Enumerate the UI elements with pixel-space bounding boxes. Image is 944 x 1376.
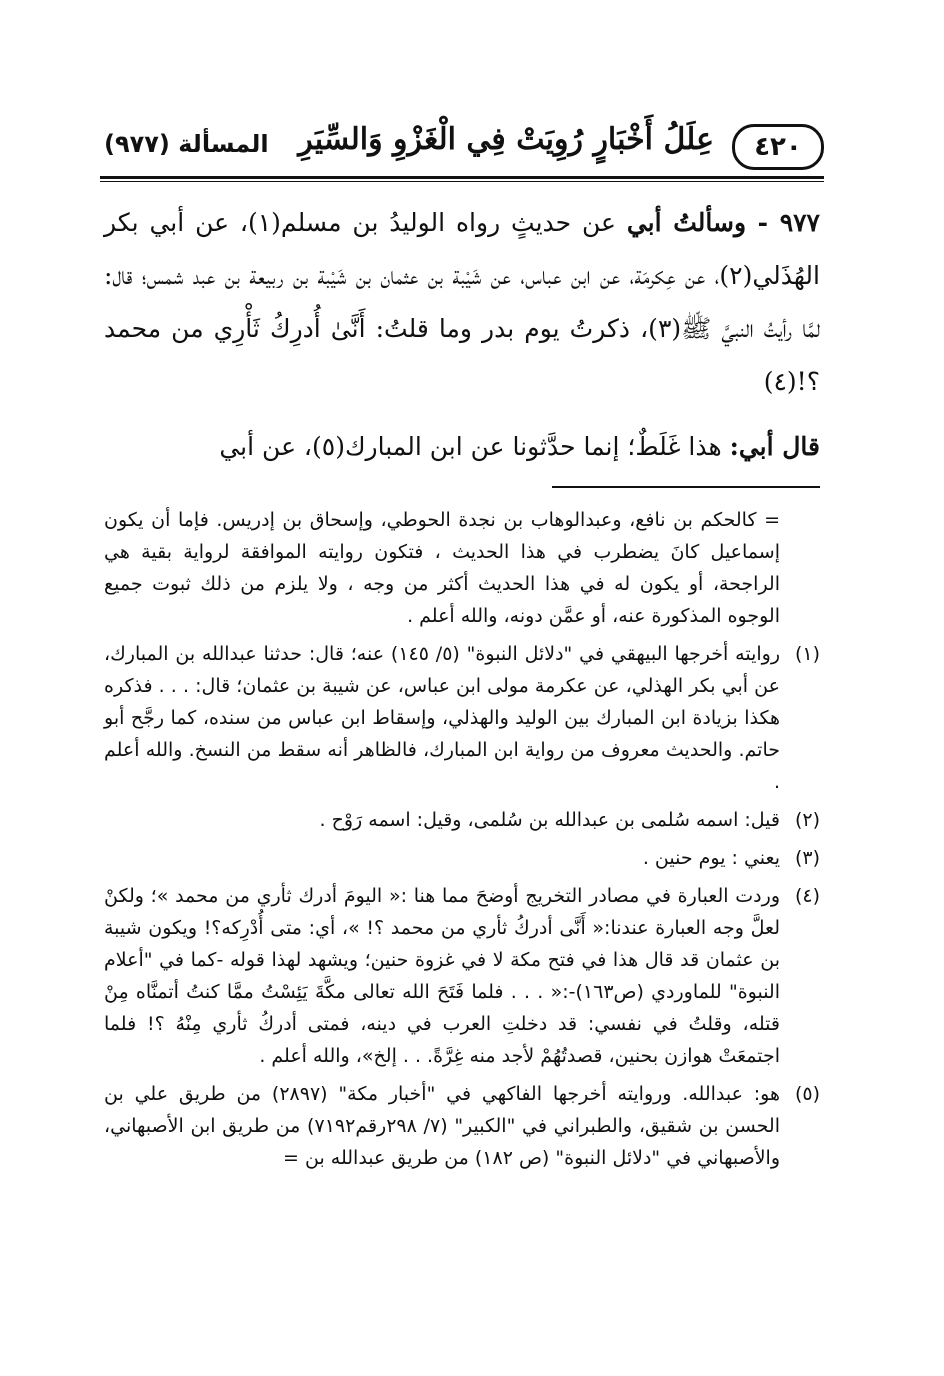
footnotes <box>104 504 820 1180</box>
footnote-number: (٤) <box>794 885 820 907</box>
answer-lead: قال أبي: <box>729 432 820 461</box>
footnote-1 <box>104 638 820 798</box>
footnote-2 <box>104 804 820 836</box>
footnote-continuation: = كالحكم بن نافع، وعبدالوهاب بن نجدة الحوطي، وإسحاق بن إدريس. فإما أن يكون إسماعيل كانَ يضطرب في هذا الحديث ، فتكون روايته الموافقة لرواية بقية هي الراجحة، أو يكون له في هذا الحديث أكثر من وجه ، ولا يلزم من ذلك ثبوت جميع الوجوه المذكورة عنه، أو عمَّن دونه، والله أعلم . <box>104 509 780 627</box>
footnote-text: هو: عبدالله. وروايته أخرجها الفاكهي في "أخبار مكة" (٢٨٩٧) من طريق علي بن الحسن بن شقيق، والطبراني في "الكبير" (٧/ ٢٩٨رقم٧١٩٢) من طريق ابن الأصبهاني، والأصبهاني في "دلائل النبوة" (ص ١٨٢) من طريق عبدالله بن = <box>104 1083 780 1169</box>
main-paragraph-1 <box>104 196 820 408</box>
main-paragraph-2 <box>104 420 820 473</box>
footnote-text: يعني : يوم حنين . <box>642 847 780 869</box>
page-number: ٤٢٠ <box>732 124 824 170</box>
footnote-number: (٣) <box>794 847 820 869</box>
main-text <box>104 196 820 473</box>
footnote-number: (٥) <box>794 1083 820 1105</box>
header-rule-thin <box>100 181 824 182</box>
header-rule <box>100 176 824 179</box>
footnote-text: روايته أخرجها البيهقي في "دلائل النبوة" (٥/ ١٤٥) عنه؛ قال: حدثنا عبدالله بن المبارك، عن أبي بكر الهذلي، عن عكرمة مولى ابن عباس، عن شيبة بن عثمان؛ قال: . . . فذكره هكذا بزيادة ابن المبارك بين الوليد والهذلي، وإسقاط ابن عباس من سنده، كما رجَّح أبو حاتم. والحديث معروف من رواية ابن المبارك، فالظاهر أنه سقط من النسخ. والله أعلم . <box>104 643 780 793</box>
footnote-number: (٢) <box>794 809 820 831</box>
footnote-3 <box>104 842 820 874</box>
issue-label: المسألة (٩٧٧) <box>104 130 269 158</box>
running-title: عِلَلُ أَخْبَارٍ رُوِيَتْ فِي الْغَزْوِ وَالسِّيَرِ <box>298 122 714 157</box>
footnote-4 <box>104 880 820 1072</box>
footnote-text: وردت العبارة في مصادر التخريج أوضحَ مما هنا :« اليومَ أدرك ثأري من محمد »؛ ولكنْ لعلَّ وجه العبارة عندنا:« أَنَّى أدركُ ثأري من محمد ؟! »، أي: متى أُدْرِكه؟! ويكون شيبة بن عثمان قد قال هذا في فتح مكة لا في غزوة حنين؛ ويشهد لهذا قوله -كما في "أعلام النبوة" للماوردي (ص١٦٣)-:« . . . فلما فَتَحَ الله تعالى مكَّةَ يَئِسْتُ ممَّا كنتُ أتمنَّاه مِنْ قتله، وقلتُ في نفسي: قد دخلتِ العرب في دينه، فمتى أدركُ ثأري مِنْهُ ؟! فلما اجتمعَتْ هوازن بحنين، قصدتُهُمْ لأجد منه غِرَّةً. . . إلخ»، والله أعلم . <box>104 885 781 1067</box>
footnote-number: (١) <box>794 643 820 665</box>
answer-text: هذا غَلَطٌ؛ إنما حدَّثونا عن ابن المبارك(٥)، عن أبي <box>219 432 730 461</box>
page-header <box>100 118 824 176</box>
question-text: عن حديثٍ رواه الوليدُ بن مسلم(١)، عن أبي بكر الهُذَلي(٢)، عن عِكرمَة، عن ابن عباس، عن شَيْبة بن عثمان بن شَيْبة بن ربيعة بن عبد شمس؛ قال: لمَّا رأيتُ النبيَّ ﷺ(٣)، ذكرتُ يوم بدر وما قلتُ: أَنَّىٰ أُدرِكُ ثَأْرِي من محمد ؟!(٤) <box>104 208 820 396</box>
footnote-rule <box>552 486 820 488</box>
footnote-text: قيل: اسمه سُلمى بن عبدالله بن سُلمى، وقيل: اسمه رَوْح . <box>319 809 780 831</box>
question-lead: ٩٧٧ - وسألتُ أبي <box>626 208 820 237</box>
footnote-5 <box>104 1078 820 1174</box>
